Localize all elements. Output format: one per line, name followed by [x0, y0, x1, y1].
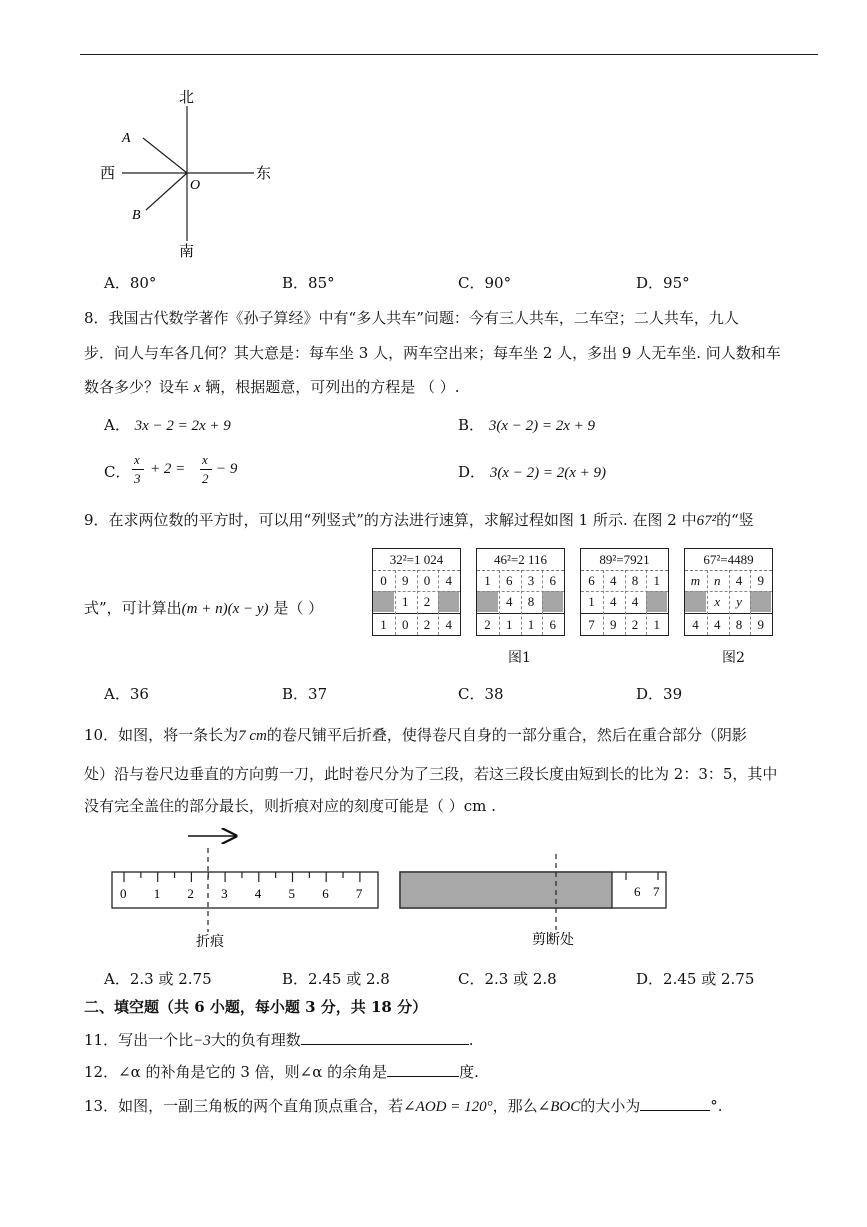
folded-ruler-diagram	[396, 852, 671, 957]
compass-diagram	[98, 86, 278, 261]
calc-table-header: 89²=7921	[581, 549, 668, 571]
q13-line: 13．如图，一副三角板的两个直角顶点重合，若∠AOD = 120°，那么∠BOC的大小为 °.	[84, 1097, 723, 1115]
q7-option-c: C．90°	[458, 274, 512, 292]
q8-option-b: B． 3(x − 2) = 2x + 9	[458, 416, 595, 434]
calc-cell: 6	[549, 617, 556, 632]
q8-option-d: D． 3(x − 2) = 2(x + 9)	[458, 463, 606, 481]
q9-figure-1-caption: 图1	[508, 650, 531, 666]
calc-cell: 9	[402, 573, 409, 588]
q8-line-3: 数各多少？设车 x 辆，根据题意，可列出的方程是 （ ）.	[84, 378, 460, 396]
calc-cell: x	[714, 594, 721, 609]
calc-cell	[373, 591, 394, 612]
calc-cell: 1	[653, 573, 660, 588]
calc-table-4	[684, 548, 773, 636]
calc-cell	[477, 591, 498, 612]
q9-line-2: 式”，可计算出(m + n)(x − y) 是（ ）	[84, 599, 324, 617]
calc-cell: 6	[588, 573, 595, 588]
calc-cell: n	[714, 573, 721, 588]
calc-cell: 2	[631, 617, 639, 632]
calc-cell: 2	[484, 617, 491, 632]
calc-cell: 7	[588, 617, 595, 632]
calc-cell: 1	[506, 617, 513, 632]
header-rule	[80, 54, 818, 55]
ruler-diagram	[108, 826, 383, 956]
calc-table-header: 46²=2 116	[477, 549, 564, 571]
calc-cell: 4	[610, 573, 617, 588]
calc-cell	[750, 591, 771, 612]
calc-table-3	[580, 548, 669, 636]
calc-cell: 1	[402, 594, 409, 609]
calc-cell: 4	[631, 594, 639, 609]
calc-cell: 1	[527, 617, 535, 632]
q7-option-a: A．80°	[104, 274, 157, 292]
q10-line-3: 没有完全盖住的部分最长，则折痕对应的刻度可能是（ ）cm .	[84, 797, 496, 815]
crease-label: 折痕	[196, 935, 224, 950]
q10-option-a: A．2.3 或 2.75	[104, 970, 212, 988]
calc-cell: 4	[445, 573, 452, 588]
q9-line-1: 9．在求两位数的平方时，可以用“列竖式”的方法进行速算，求解过程如图 1 所示. 在图 2 中67²的“竖	[84, 511, 754, 529]
calc-cell	[542, 591, 563, 612]
q10-line-2: 处）沿与卷尺边垂直的方向剪一刀，此时卷尺分为了三段，若这三段长度由短到长的比为 2：3：5，其中	[84, 765, 778, 783]
q9-option-a: A．36	[104, 685, 149, 703]
calc-cell: 9	[610, 617, 617, 632]
calc-cell: 3	[527, 573, 535, 588]
compass-south: 南	[179, 244, 195, 260]
calc-cell: 8	[527, 594, 535, 609]
calc-table-header: 32²=1 024	[373, 549, 460, 571]
q10-option-b: B．2.45 或 2.8	[282, 970, 390, 988]
q10-line-1: 10．如图，将一条长为7 cm的卷尺铺平后折叠，使得卷尺自身的一部分重合，然后在重合部分（阴影	[84, 726, 747, 744]
ruler-tick-label: 7	[355, 886, 363, 901]
q9-option-c: C．38	[458, 685, 504, 703]
calc-cell: 4	[735, 573, 743, 588]
calc-cell: 4	[445, 617, 452, 632]
q10-option-d: D．2.45 或 2.75	[636, 970, 755, 988]
calc-cell: 9	[757, 573, 764, 588]
ruler-tick-label: 4	[254, 886, 262, 901]
calc-cell: 2	[423, 594, 431, 609]
compass-point-a: A	[122, 131, 131, 146]
calc-table-header: 67²=4489	[685, 549, 772, 571]
q11-line: 11．写出一个比−3大的负有理数 .	[84, 1031, 474, 1049]
q9-option-b: B．37	[282, 685, 328, 703]
calc-cell: 8	[631, 573, 639, 588]
compass-point-b: B	[132, 208, 141, 223]
calc-cell: 6	[549, 573, 556, 588]
ruler-tick-label: 5	[288, 886, 295, 901]
calc-cell: 4	[506, 594, 513, 609]
cut-label: 剪断处	[532, 933, 574, 948]
q10-option-c: C．2.3 或 2.8	[458, 970, 557, 988]
compass-origin: O	[190, 178, 201, 193]
calc-cell: 4	[610, 594, 617, 609]
ruler-tick-label: 6	[322, 886, 329, 901]
compass-west: 西	[100, 166, 116, 182]
calc-cell: 2	[423, 617, 431, 632]
calc-cell	[438, 591, 459, 612]
section-2-heading: 二、填空题（共 6 小题，每小题 3 分，共 18 分）	[84, 998, 428, 1016]
calc-cell: 1	[380, 617, 387, 632]
ruler-tick-label: 0	[120, 886, 127, 901]
calc-cell: 0	[402, 617, 409, 632]
calc-table-2	[476, 548, 565, 636]
q8-option-a: A． 3x − 2 = 2x + 9	[104, 416, 231, 434]
calc-cell: 0	[380, 573, 387, 588]
calc-cell: 4	[714, 617, 721, 632]
calc-cell: m	[690, 573, 701, 588]
ruler-tick-label: 2	[187, 886, 194, 901]
q9-option-d: D．39	[636, 685, 683, 703]
calc-table-1	[372, 548, 461, 636]
q8-line-2: 步．问人与车各几何？其大意是：每车坐 3 人，两车空出来；每车坐 2 人，多出 9 人无车坐. 问人数和车	[84, 344, 781, 362]
compass-north: 北	[179, 90, 195, 106]
right-tick-7: 7	[653, 884, 660, 899]
calc-cell: 1	[484, 573, 491, 588]
calc-cell: 0	[423, 573, 431, 588]
q7-option-b: B．85°	[282, 274, 335, 292]
calc-cell: 1	[588, 594, 595, 609]
q13-answer-blank[interactable]	[640, 1096, 710, 1111]
ruler-tick-label: 1	[153, 886, 161, 901]
calc-cell: 8	[735, 617, 743, 632]
q12-answer-blank[interactable]	[387, 1062, 459, 1077]
calc-cell	[646, 591, 667, 612]
calc-cell: 9	[757, 617, 764, 632]
compass-east: 东	[256, 166, 272, 182]
ruler-tick-label: 3	[221, 886, 228, 901]
right-tick-6: 6	[634, 884, 641, 899]
calc-cell: 6	[506, 573, 513, 588]
q12-line: 12．∠α 的补角是它的 3 倍，则∠α 的余角是 度.	[84, 1063, 479, 1081]
calc-cell: 1	[653, 617, 660, 632]
calc-cell: y	[736, 594, 742, 609]
q8-line-1: 8．我国古代数学著作《孙子算经》中有“多人共车”问题：今有三人共车，二车空；二人共车，九人	[84, 309, 739, 327]
calc-cell	[685, 591, 706, 612]
q9-figure-2-caption: 图2	[722, 650, 745, 666]
q11-answer-blank[interactable]	[301, 1030, 469, 1045]
calc-cell: 4	[692, 617, 699, 632]
q7-option-d: D．95°	[636, 274, 690, 292]
